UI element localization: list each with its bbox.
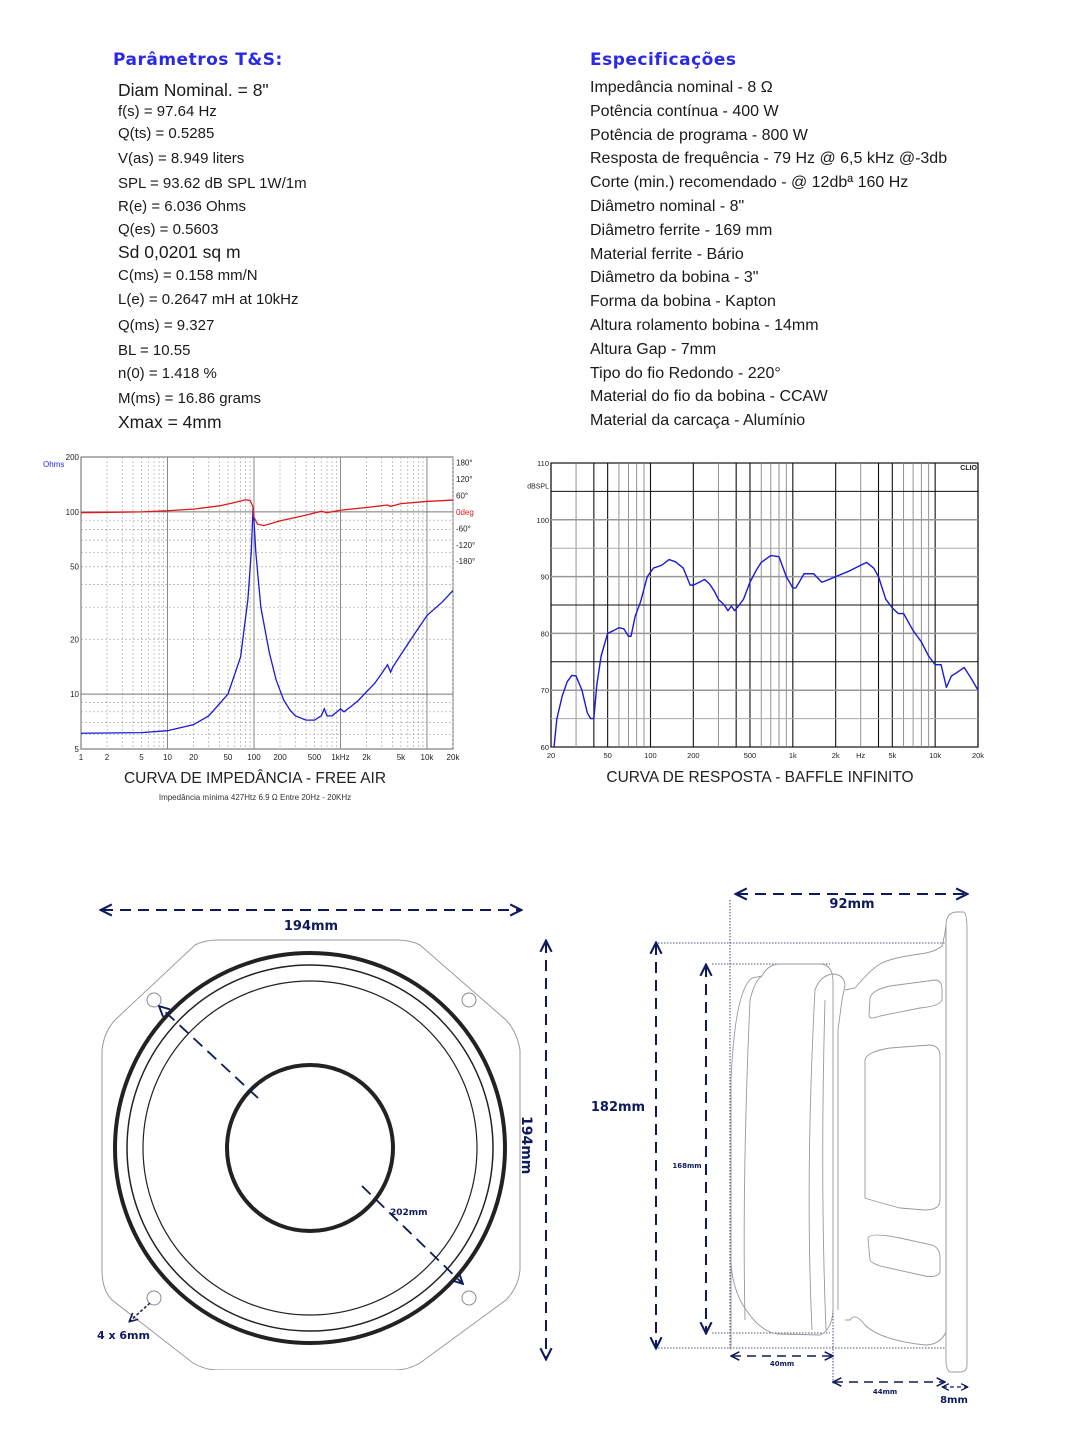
x-tick-label: Hz	[856, 751, 866, 760]
x-tick-label: 20	[189, 753, 198, 762]
cone-edge	[143, 981, 477, 1315]
x-tick-label: 50	[223, 753, 233, 762]
mounting-hole	[462, 1291, 476, 1305]
y-axis-label: dBSPL	[527, 483, 549, 491]
spec-item: Impedância nominal - 8 Ω	[590, 79, 773, 96]
param-item: V(as) = 8.949 liters	[118, 150, 245, 167]
x-tick-label: 2k	[362, 753, 371, 762]
spec-item: Diâmetro ferrite - 169 mm	[590, 221, 773, 239]
param-item: Sd 0,0201 sq m	[118, 242, 241, 262]
y-tick-label: 5	[74, 745, 79, 754]
spec-item: Resposta de frequência - 79 Hz @ 6,5 kHz @-3db	[590, 150, 948, 168]
magnet-label: 40mm	[769, 1360, 795, 1368]
speaker-side-outline	[731, 912, 967, 1372]
param-item: f(s) = 97.64 Hz	[118, 103, 217, 120]
front-width-label: 194mm	[283, 919, 339, 934]
spec-item: Material do fio da bobina - CCAW	[590, 388, 828, 406]
x-tick-label: 500	[307, 753, 322, 762]
clio-label: CLIO	[960, 465, 977, 472]
spec-item: Potência de programa - 800 W	[590, 126, 808, 144]
x-tick-label: 5k	[888, 751, 897, 760]
plot-area	[81, 457, 453, 749]
x-tick-label: 1k	[788, 751, 797, 760]
depth-label: 92mm	[829, 897, 875, 912]
param-item: n(0) = 1.418 %	[118, 365, 217, 382]
x-tick-label: 1	[78, 753, 84, 762]
x-tick-label: 20k	[446, 753, 460, 762]
y-tick-label: 100	[65, 507, 79, 517]
param-item: M(ms) = 16.86 grams	[118, 390, 261, 407]
diagonal-label: 202mm	[390, 1208, 428, 1218]
x-tick-label: 5k	[396, 753, 406, 762]
spec-item: Altura Gap - 7mm	[590, 340, 717, 358]
response-chart	[515, 450, 985, 770]
y-axis-label: Ohms	[43, 460, 65, 469]
x-tick-label: 100	[644, 751, 657, 760]
x-tick-label: 1kHz	[331, 753, 350, 762]
param-item: BL = 10.55	[118, 342, 191, 359]
x-tick-label: 20k	[971, 751, 985, 760]
inner-height-label: 168mm	[672, 1162, 702, 1170]
impedance-chart-title: CURVA DE IMPEDÂNCIA - FREE AIR	[123, 770, 387, 787]
param-item: Xmax = 4mm	[118, 412, 222, 432]
param-item: SPL = 93.62 dB SPL 1W/1m	[118, 175, 307, 192]
response-chart-title: CURVA DE RESPOSTA - BAFFLE INFINITO	[606, 769, 914, 786]
y-tick-label: 10	[70, 690, 79, 700]
param-item: Q(es) = 0.5603	[118, 221, 219, 238]
y2-tick-label: 120°	[456, 474, 473, 484]
param-item: Diam Nominal. = 8"	[118, 80, 269, 100]
y-tick-label: 50	[70, 562, 79, 572]
x-tick-label: 20	[546, 751, 556, 760]
spec-item: Material ferrite - Bário	[590, 245, 744, 263]
x-tick-label: 2k	[831, 751, 840, 760]
spec-item: Altura rolamento bobina - 14mm	[590, 316, 819, 334]
side-view-drawing	[580, 880, 1000, 1420]
y2-tick-label: -180°	[456, 557, 476, 567]
y2-tick-label: -120°	[456, 540, 476, 550]
param-item: R(e) = 6.036 Ohms	[118, 198, 246, 215]
x-tick-label: 500	[743, 751, 757, 760]
spec-item: Diâmetro nominal - 8"	[590, 197, 745, 215]
x-tick-label: 10	[163, 753, 172, 762]
param-item: C(ms) = 0.158 mm/N	[118, 267, 258, 284]
spec-item: Corte (min.) recomendado - @ 12dbª 160 Hz	[590, 174, 909, 192]
y-tick-label: 80	[540, 629, 549, 639]
dust-cap	[227, 1065, 393, 1231]
param-item: Q(ms) = 9.327	[118, 317, 215, 334]
spec-item: Diâmetro da bobina - 3"	[590, 269, 759, 287]
flange-label: 8mm	[940, 1395, 968, 1406]
specs-list	[590, 76, 947, 433]
y2-tick-label: -60°	[456, 524, 471, 534]
frame-outline	[102, 940, 520, 1370]
x-tick-label: 200	[687, 751, 700, 760]
x-tick-label: 100	[247, 753, 261, 762]
specs-title: Especificações	[590, 50, 737, 70]
mounting-hole	[462, 993, 476, 1007]
param-item: Q(ts) = 0.5285	[118, 125, 215, 142]
front-view-drawing	[90, 890, 570, 1370]
outer-surround-ring	[115, 953, 505, 1343]
x-tick-label: 10k	[420, 753, 434, 762]
diagonal-dimension-line-a	[160, 1007, 258, 1098]
y2-tick-label: 60°	[456, 491, 469, 501]
y-tick-label: 200	[65, 453, 79, 462]
impedance-chart	[25, 450, 525, 770]
frame-label: 44mm	[872, 1388, 898, 1396]
y-tick-label: 20	[70, 635, 79, 645]
x-tick-label: 200	[273, 753, 287, 762]
x-tick-label: 50	[603, 751, 612, 760]
y2-tick-label: 0deg	[456, 507, 474, 517]
holes-label: 4 x 6mm	[97, 1329, 150, 1342]
params-title: Parâmetros T&S:	[113, 50, 283, 70]
spec-item: Forma da bobina - Kapton	[590, 293, 776, 311]
params-list	[118, 80, 448, 440]
y-tick-label: 110	[537, 459, 549, 468]
mounting-hole	[147, 993, 161, 1007]
y-tick-label: 100	[536, 515, 549, 525]
y-tick-label: 70	[540, 686, 549, 696]
param-item: L(e) = 0.2647 mH at 10kHz	[118, 291, 299, 308]
spec-item: Material da carcaça - Alumínio	[590, 412, 806, 430]
y-tick-label: 60	[540, 743, 549, 752]
hole-dimension-line	[130, 1303, 150, 1321]
x-tick-label: 10k	[929, 751, 942, 760]
outer-height-label: 182mm	[590, 1100, 646, 1115]
spec-item: Tipo do fio Redondo - 220°	[590, 364, 781, 382]
y2-tick-label: 180°	[456, 458, 473, 468]
spec-item: Potência contínua - 400 W	[590, 102, 779, 120]
x-tick-label: 5	[139, 753, 144, 762]
front-height-label: 194mm	[518, 1116, 534, 1175]
y-tick-label: 90	[540, 572, 549, 582]
surround-ring	[127, 965, 493, 1331]
diagonal-dimension-line-b	[362, 1186, 462, 1283]
impedance-chart-subtitle: Impedância mínima 427Htz 6.9 Ω Entre 20Hz - 20KHz	[158, 793, 352, 802]
x-tick-label: 2	[104, 753, 110, 762]
